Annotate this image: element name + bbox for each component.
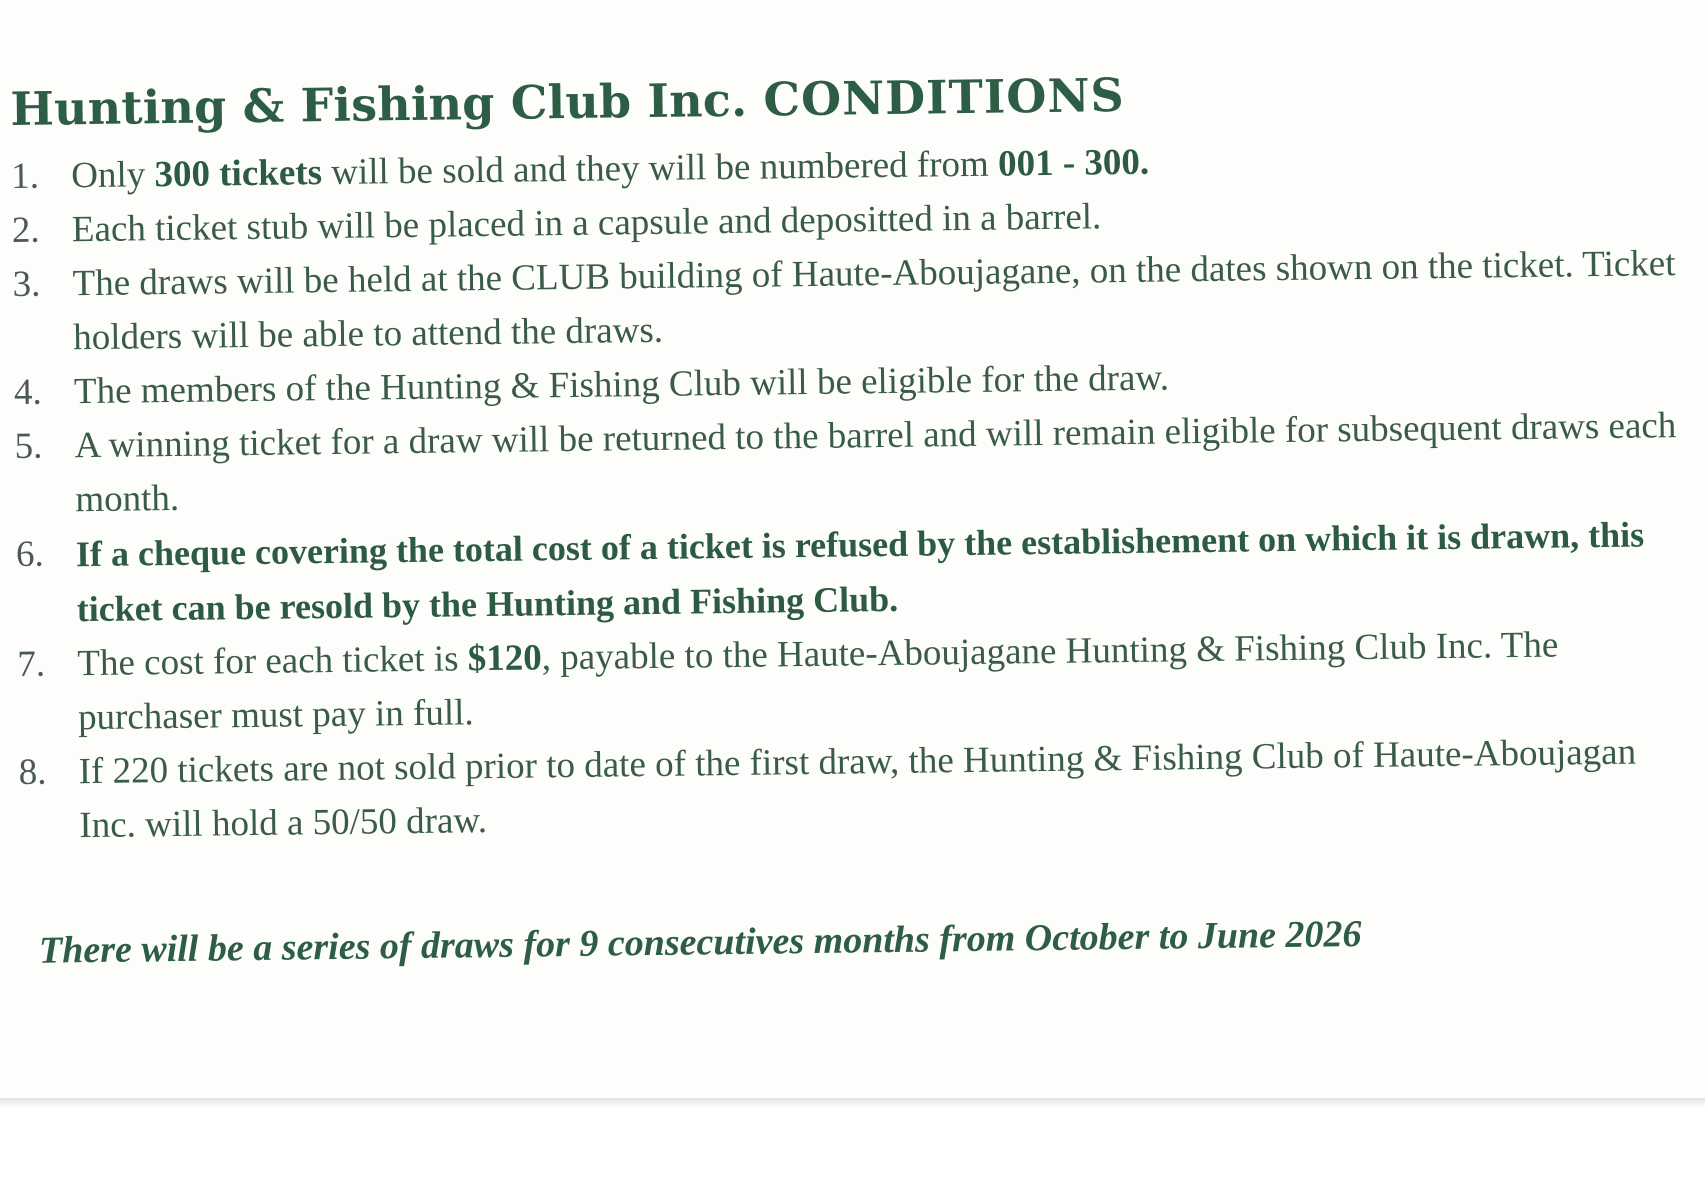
condition-3: [12, 237, 1693, 366]
condition-number: 4.: [13, 371, 42, 413]
condition-number: 7.: [17, 643, 46, 685]
title-caps: CONDITIONS: [763, 67, 1126, 127]
title-lead: Hunting & Fishing Club Inc.: [10, 72, 748, 136]
ticket-price: $120: [467, 637, 542, 680]
condition-text: [77, 625, 1558, 739]
ticket-range: 001 - 300.: [997, 141, 1150, 185]
condition-text-part: The cost for each ticket is: [77, 638, 468, 685]
page-title: [10, 57, 1691, 140]
condition-text: Each ticket stub will be placed in a capsule and depositted in a barrel.: [71, 196, 1102, 251]
condition-number: 5.: [14, 425, 43, 467]
condition-text: If a cheque covering the total cost of a ticket is refused by the establishement on which it is drawn, this ticket can be resold by the Hunting and Fishing Club.: [75, 514, 1645, 630]
condition-text: The members of the Hunting & Fishing Club will be eligible for the draw.: [73, 357, 1170, 413]
condition-number: 3.: [12, 263, 41, 305]
condition-8: [18, 725, 1699, 854]
condition-text-part: will be sold and they will be numbered from: [321, 143, 999, 194]
condition-number: 8.: [18, 751, 47, 793]
conditions-document: [10, 57, 1701, 978]
condition-text-part: Only: [70, 154, 155, 197]
condition-6: [16, 507, 1697, 638]
condition-text-part: , payable to the Haute-Aboujagane Hunting & Fishing Club Inc. The purchaser must pay in full.: [77, 624, 1559, 739]
condition-number: 2.: [11, 209, 40, 251]
condition-number: 1.: [10, 155, 40, 197]
condition-text: If 220 tickets are not sold prior to date of the first draw, the Hunting & Fishing Club of Haute-Aboujagan Inc. will hold a 50/50 draw.: [78, 731, 1637, 847]
condition-number: 6.: [15, 533, 44, 575]
conditions-list: [11, 129, 1700, 854]
draw-series-note: There will be a series of draws for 9 consecutives months from October to June 2026: [38, 913, 1362, 972]
condition-text: A winning ticket for a draw will be returned to the barrel and will remain eligible for subsequent draws each month.: [74, 405, 1677, 521]
condition-text: [71, 142, 1149, 197]
condition-5: [14, 399, 1695, 528]
condition-text: The draws will be held at the CLUB building of Haute-Aboujagane, on the dates shown on the ticket. Ticket holders will be able to attend the draws.: [72, 243, 1676, 359]
condition-7: [17, 617, 1698, 746]
card-bottom-edge: [0, 1098, 1705, 1108]
ticket-count: 300 tickets: [154, 152, 323, 196]
